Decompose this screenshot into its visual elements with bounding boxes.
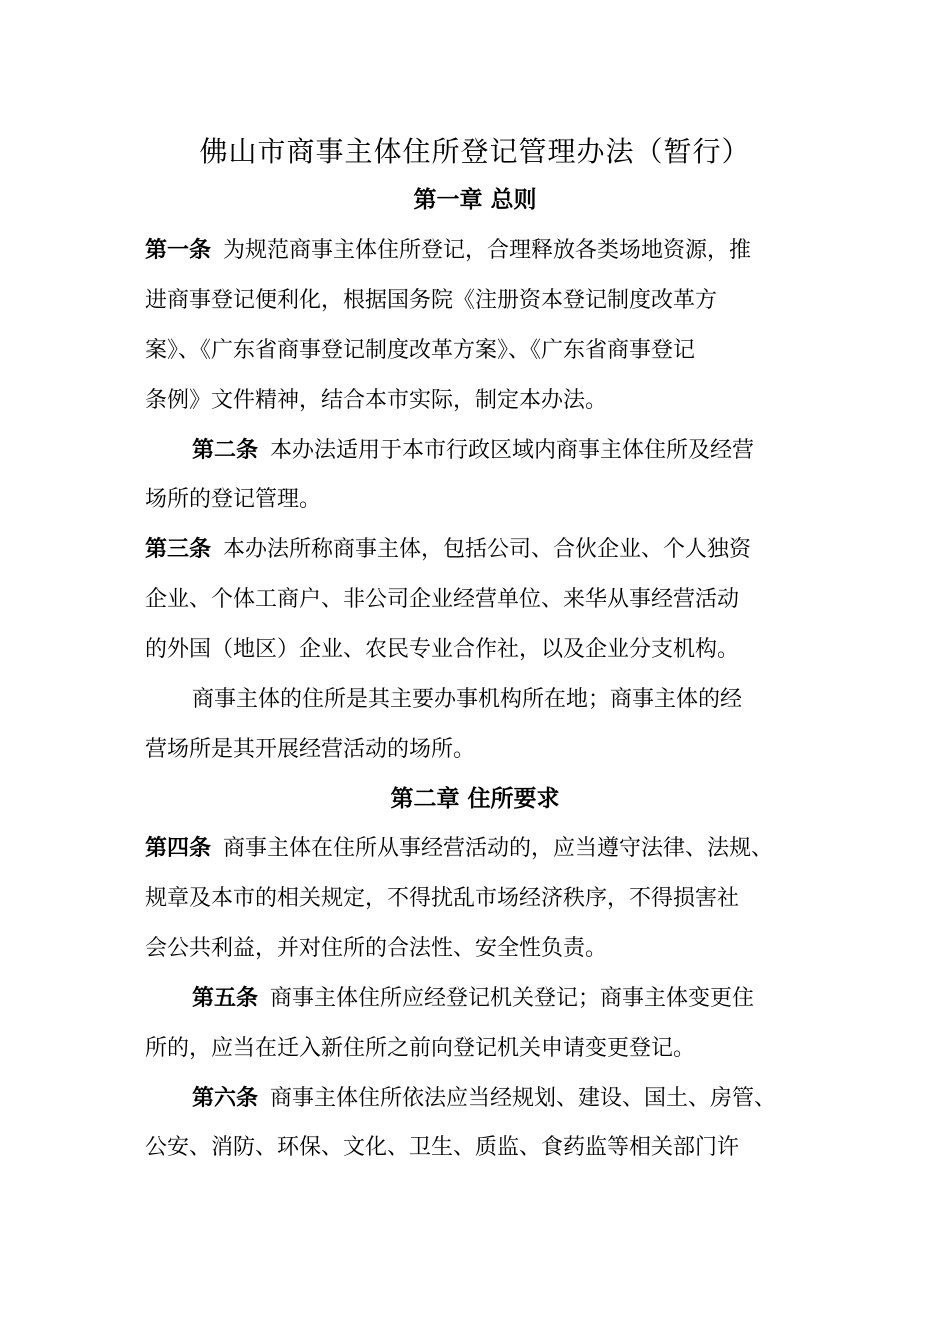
article-1-line-1: 第一条 为规范商事主体住所登记，合理释放各类场地资源，推 (145, 238, 752, 263)
article-1-line-4: 条例》文件精神，结合本市实际，制定本办法。 (145, 388, 608, 413)
article-5-line-1: 第五条 商事主体住所应经登记机关登记；商事主体变更住 (192, 986, 755, 1011)
article-6-line-2: 公安、消防、环保、文化、卫生、质监、食药监等相关部门许 (145, 1135, 740, 1160)
paragraph-line-2: 营场所是其开展经营活动的场所。 (145, 737, 476, 762)
article-label: 第一条 (145, 238, 212, 263)
article-label: 第六条 (192, 1086, 259, 1111)
article-2-line-1: 第二条 本办法适用于本市行政区域内商事主体住所及经营 (192, 438, 755, 463)
article-1-line-2: 进商事登记便利化，根据国务院《注册资本登记制度改革方 (145, 288, 718, 313)
article-5-line-2: 所的，应当在迁入新住所之前向登记机关申请变更登记。 (145, 1036, 696, 1061)
article-2-line-2: 场所的登记管理。 (145, 487, 322, 512)
article-3-line-2: 企业、个体工商户、非公司企业经营单位、来华从事经营活动 (145, 587, 740, 612)
article-6-line-1: 第六条 商事主体住所依法应当经规划、建设、国土、房管、 (192, 1086, 777, 1111)
article-label: 第四条 (145, 836, 212, 861)
article-label: 第五条 (192, 986, 259, 1011)
article-4-line-2: 规章及本市的相关规定，不得扰乱市场经济秩序，不得损害社 (145, 886, 740, 911)
chapter-heading-1: 第一章 总则 (413, 187, 537, 213)
article-3-line-1: 第三条 本办法所称商事主体，包括公司、合伙企业、个人独资 (145, 537, 752, 562)
chapter-heading-2: 第二章 住所要求 (390, 786, 560, 812)
article-label: 第二条 (192, 438, 259, 463)
paragraph-line-1: 商事主体的住所是其主要办事机构所在地；商事主体的经 (192, 687, 743, 712)
article-1-line-3: 案》、《广东省商事登记制度改革方案》、《广东省商事登记 (145, 338, 696, 363)
document-title: 佛山市商事主体住所登记管理办法（暂行） (199, 135, 751, 168)
article-label: 第三条 (145, 537, 212, 562)
article-4-line-1: 第四条 商事主体在住所从事经营活动的，应当遵守法律、法规、 (145, 836, 774, 861)
article-3-line-3: 的外国（地区）企业、农民专业合作社，以及企业分支机构。 (145, 637, 740, 662)
article-4-line-3: 会公共利益，并对住所的合法性、安全性负责。 (145, 936, 608, 961)
